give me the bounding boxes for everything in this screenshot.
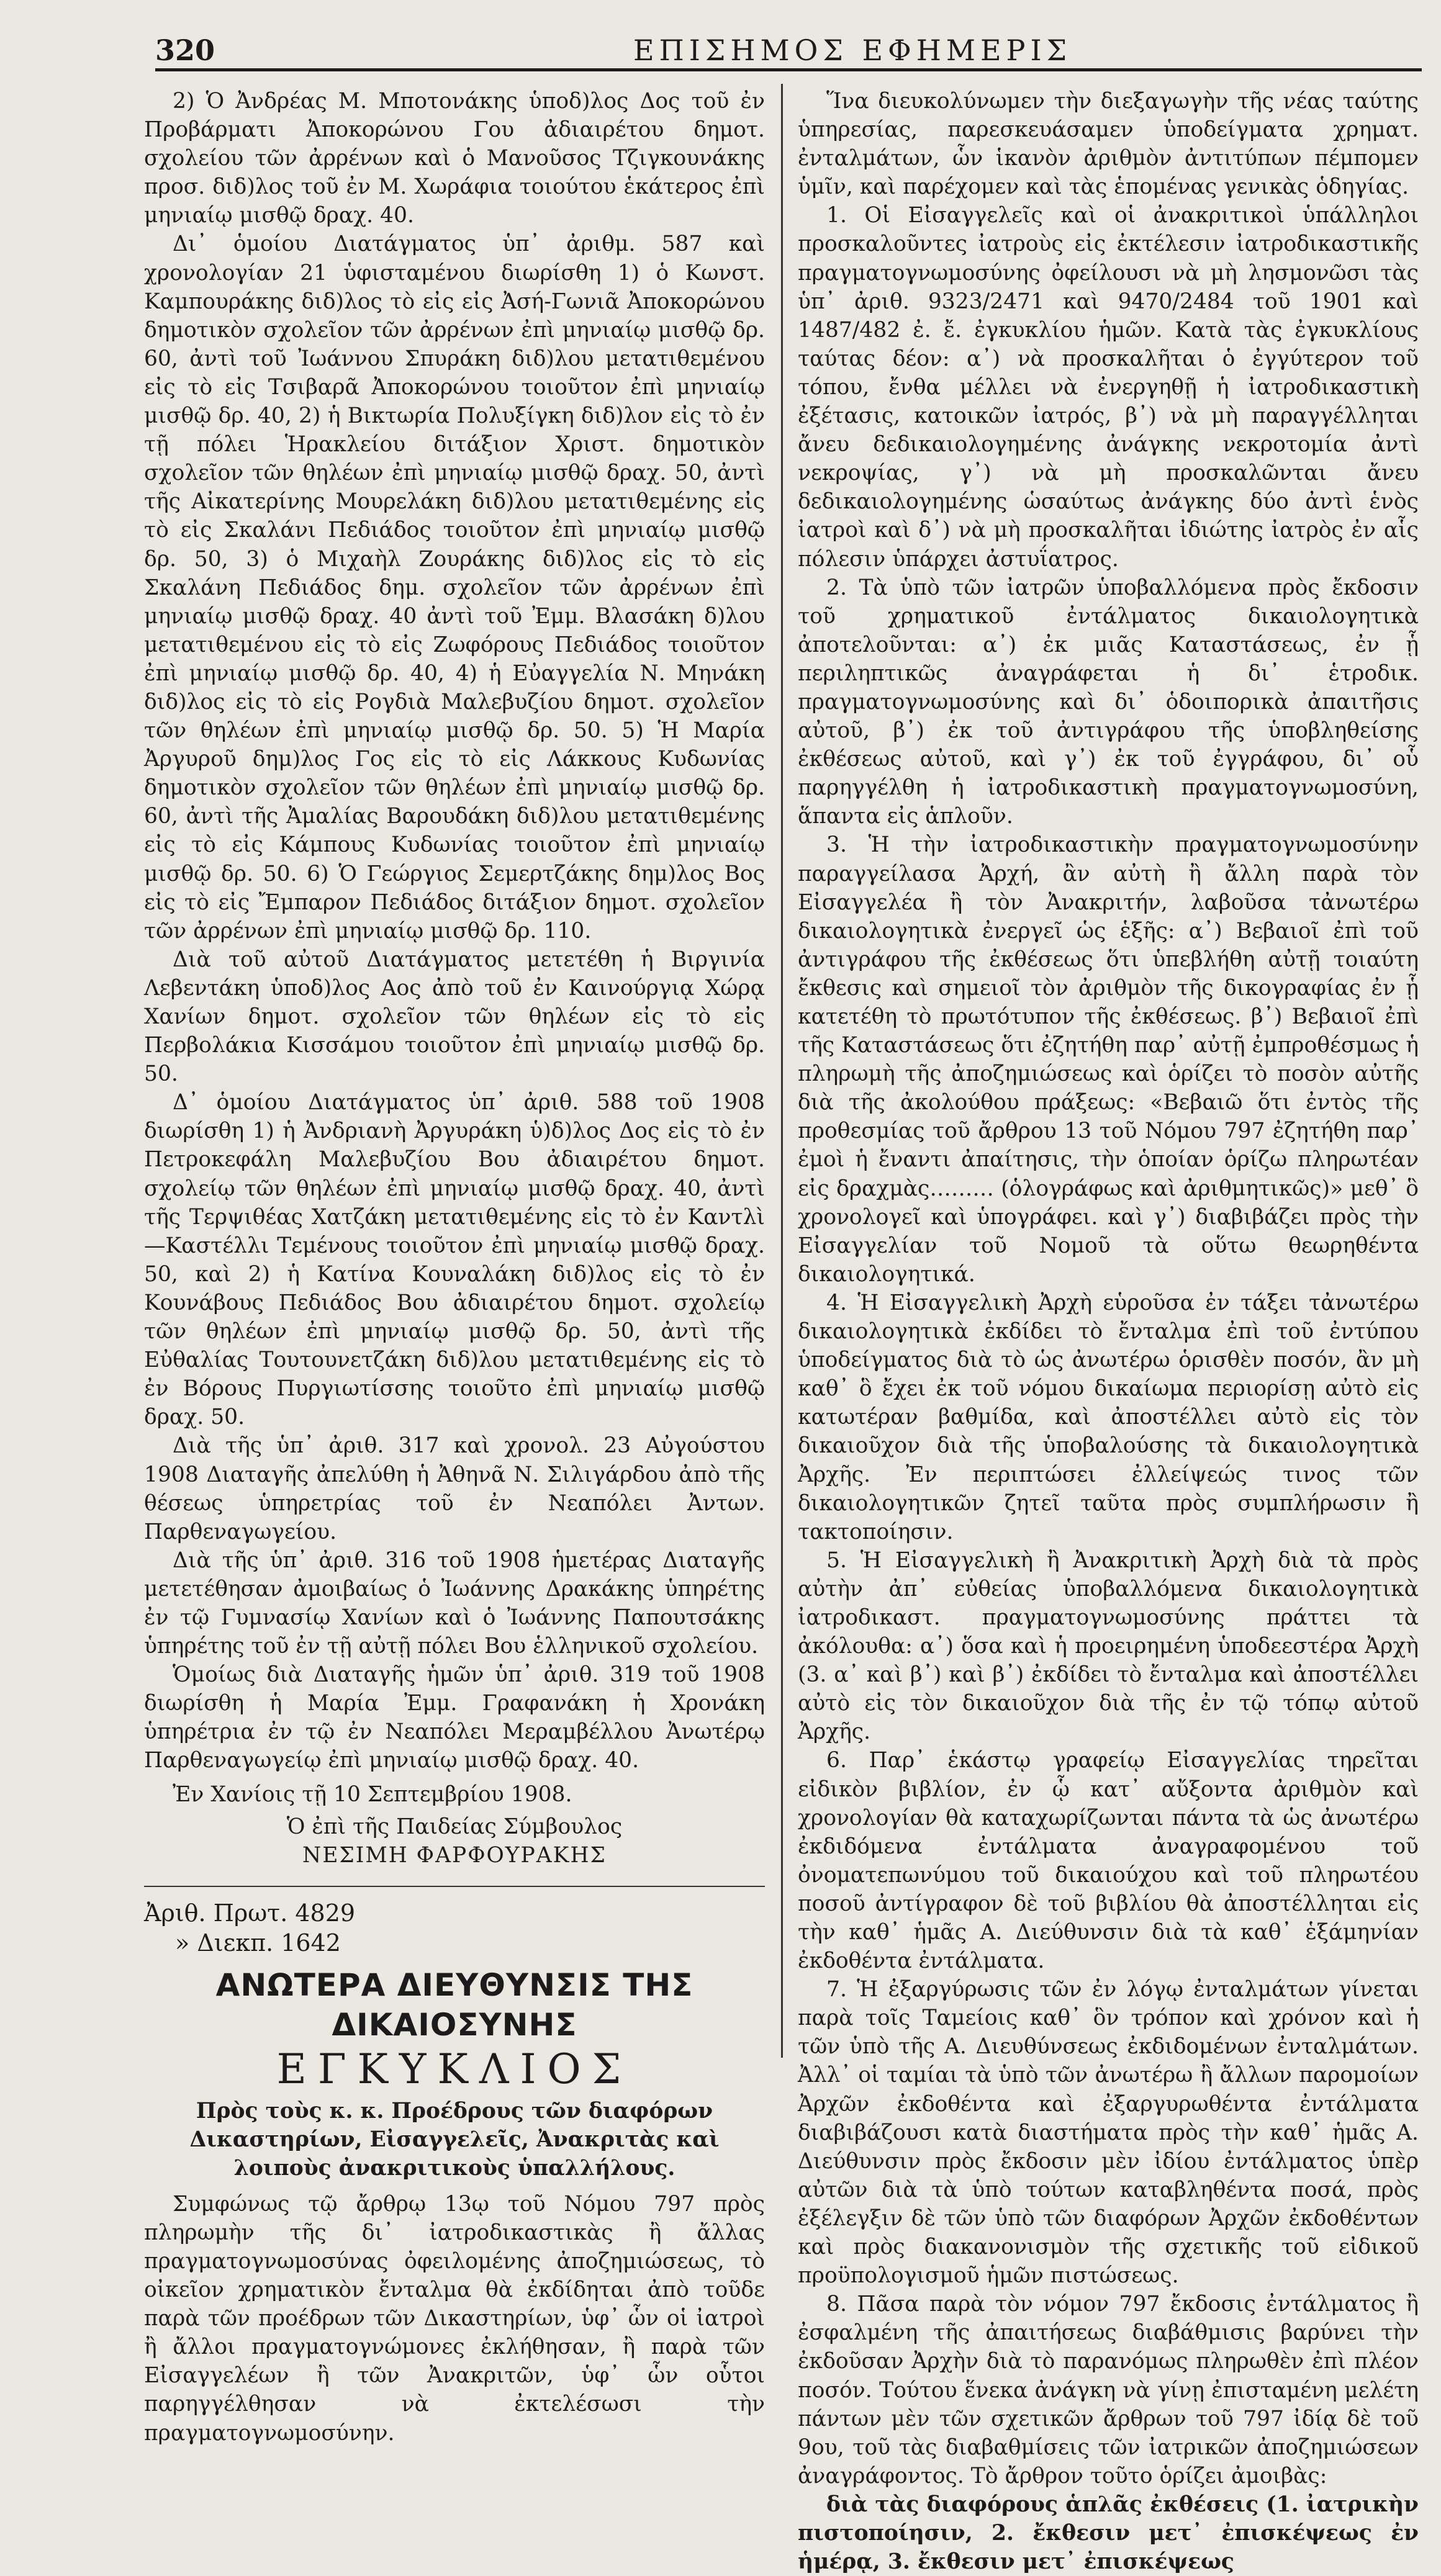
paragraph: 5. Ἡ Εἰσαγγελικὴ ἢ Ἀνακριτικὴ Ἀρχὴ διὰ τὰ πρὸς αὐτὴν ἀπ᾽ εὐθείας ὑποβαλλόμενα δικαιολογητικὰ ἰατροδικαστ. πραγματογνωμοσύνης πράττει τὰ ἀκόλουθα: α᾽) ὅσα καὶ ἡ προειρημένη ὑποδεεστέρα Ἀρχὴ (3. α᾽ καὶ β᾽) καὶ β᾽) ἐκδίδει τὸ ἔνταλμα καὶ ἀποστέλλει αὐτὸ εἰς τὸν δικαιοῦχον διὰ τῆς ἐν τῷ τόπῳ αὐτοῦ Ἀρχῆς. [798, 1547, 1419, 1745]
circular-intro: Συμφώνως τῷ ἄρθρῳ 13ῳ τοῦ Νόμου 797 πρὸς πληρωμὴν τῆς δι᾽ ἰατροδικαστικὰς ἢ ἄλλας πραγματογνωμοσύνας ὀφειλομένης ἀποζημιώσεως, τὸ οἰκεῖον χρηματικὸν ἔνταλμα θὰ ἐκδίδηται ἀπὸ τοῦδε παρὰ τῶν προέδρων τῶν Δικαστηρίων, ὑφ᾽ ὧν οἱ ἰατροὶ ἢ ἄλλοι πραγματογνώμονες ἐκλήθησαν, ἢ παρὰ τῶν Εἰσαγγελέων ἢ τῶν Ἀνακριτῶν, ὑφ᾽ ὧν οὗτοι παρηγγέλθησαν νὰ ἐκτελέσωσι τὴν πραγματογνωμοσύνην. [144, 2191, 765, 2446]
paragraph: Διὰ τοῦ αὐτοῦ Διατάγματος μετετέθη ἡ Βιργινία Λεβεντάκη ὑποδ)λος Αος ἀπὸ τοῦ ἐν Καινούργιᾳ Χώρᾳ Χανίων δημοτ. σχολεῖον τῶν θηλέων εἰς τὸ εἰς Περβολάκια Κισσάμου τοιοῦτον ἐπὶ μηνιαίῳ μισθῷ δρ. 50. [144, 947, 765, 1087]
last-line: διὰ τὰς διαφόρους ἁπλᾶς ἐκθέσεις (1. ἰατρικὴν πιστοποίησιν, 2. ἔκθεσιν μετ᾽ ἐπισκέψεως ἐν ἡμέρᾳ, 3. ἔκθεσιν μετ᾽ ἐπισκέψεως [798, 2492, 1419, 2575]
signature-role: Ὁ ἐπὶ τῆς Παιδείας Σύμβουλος [286, 1814, 623, 1839]
paragraph: 3. Ἡ τὴν ἰατροδικαστικὴν πραγματογνωμοσύνην παραγγείλασα Ἀρχή, ἂν αὐτὴ ἢ ἄλλη παρὰ τὸν Εἰσαγγελέα ἢ τὸν Ἀνακριτήν, λαβοῦσα τἀνωτέρω δικαιολογητικὰ ἐνεργεῖ ὡς ἑξῆς: α᾽) Βεβαιοῖ ἐπὶ τοῦ ἀντιγράφου τῆς ἐκθέσεως ὅτι ὑπεβλήθη αὐτῇ τοιαύτη ἔκθεσις καὶ σημειοῖ τὸν ἀριθμὸν τῆς δικογραφίας ἐν ᾗ κατετέθη τὸ πρωτότυπον τῆς ἐκθέσεως. β᾽) Βεβαιοῖ ἐπὶ τῆς Καταστάσεως ὅτι ἐζητήθη παρ᾽ αὐτῇ ἐμπροθέσμως ἡ πληρωμὴ τῆς ἀποζημιώσεως καὶ ὁρίζει τὸ ποσὸν αὐτῆς διὰ τῆς ἀκολούθου πράξεως: «Βεβαιῶ ὅτι ἐντὸς τῆς προθεσμίας τοῦ ἄρθρου 13 τοῦ Νόμου 797 ἐζητήθη παρ᾽ ἐμοὶ ἡ ἔναντι ἀπαίτησις, τὴν ὁποίαν ὁρίζω πληρωτέαν εἰς δραχμὰς……… (ὁλογράφως καὶ ἀριθμητικῶς)» μεθ᾽ ὃ χρονολογεῖ καὶ ὑπογράφει. καὶ γ᾽) διαβιβάζει πρὸς τὴν Εἰσαγγελίαν τοῦ Νομοῦ τὰ οὕτω θεωρηθέντα δικαιολογητικά. [798, 832, 1419, 1287]
paragraph: 1. Οἱ Εἰσαγγελεῖς καὶ οἱ ἀνακριτικοὶ ὑπάλληλοι προσκαλοῦντες ἰατροὺς εἰς ἐκτέλεσιν ἰατροδικαστικῆς πραγματογνωμοσύνης ὀφείλουσι νὰ μὴ λησμονῶσι τὰς ὑπ᾽ ἀριθ. 9323/2471 καὶ 9470/2484 τοῦ 1901 καὶ 1487/482 ἐ. ἔ. ἐγκυκλίου ἡμῶν. Κατὰ τὰς ἐγκυκλίους ταύτας δέον: α᾽) νὰ προσκαλῆται ὁ ἐγγύτερον τοῦ τόπου, ἔνθα μέλλει νὰ ἐνεργηθῇ ἡ ἰατροδικαστικὴ ἐξέτασις, κατοικῶν ἰατρός, β᾽) νὰ μὴ παραγγέλληται ἄνευ δεδικαιολογημένης ἀνάγκης νεκροτομία ἀντὶ νεκροψίας, γ᾽) νὰ μὴ προσκαλῶνται ἄνευ δεδικαιολογημένης ὡσαύτως ἀνάγκης δύο ἀντὶ ἑνὸς ἰατροὶ καὶ δ᾽) νὰ μὴ προσκαλῆται ἰδιώτης ἰατρὸς ἐν αἷς πόλεσιν ὑπάρχει ἀστυΐατρος. [798, 203, 1419, 572]
page-number: 320 [155, 34, 215, 67]
paragraph: Ἵνα διευκολύνωμεν τὴν διεξαγωγὴν τῆς νέας ταύτης ὑπηρεσίας, παρεσκευάσαμεν ὑποδείγματα χρηματ. ἐνταλμάτων, ὧν ἱκανὸν ἀριθμὸν ἀντιτύπων πέμπομεν ὑμῖν, καὶ παρέχομεν καὶ τὰς ἑπομένας γενικὰς ὁδηγίας. [798, 89, 1419, 200]
section-subheading: ΕΓΚΥΚΛΙΟΣ [276, 2045, 633, 2093]
protocol-sub-number: » Διεκπ. 1642 [175, 1929, 341, 1957]
paragraph: 8. Πᾶσα παρὰ τὸν νόμον 797 ἔκδοσις ἐντάλματος ἢ ἐσφαλμένη τῆς ἀπαιτήσεως διαβάθμισις βαρύνει τὴν ἐκδοῦσαν Ἀρχὴν διὰ τὸ παρανόμως πληρωθὲν ἐπὶ πλέον ποσόν. Τούτου ἕνεκα ἀνάγκη νὰ γίνῃ ἐπισταμένη μελέτη πάντων μὲν τῶν σχετικῶν ἄρθρων τοῦ 797 ἰδίᾳ δὲ τοῦ 9ου, τοῦ τὰς διαβαθμίσεις τῶν ἰατρικῶν ἀποζημιώσεων ἀναγράφοντος. Τὸ ἄρθρον τοῦτο ὁρίζει ἀμοιβὰς: [798, 2292, 1419, 2488]
paragraph: 2. Τὰ ὑπὸ τῶν ἰατρῶν ὑποβαλλόμενα πρὸς ἔκδοσιν τοῦ χρηματικοῦ ἐντάλματος δικαιολογητικὰ ἀποτελοῦνται: α᾽) ἐκ μιᾶς Καταστάσεως, ἐν ᾗ περιληπτικῶς ἀναγράφεται ἡ δι᾽ ἑτροδικ. πραγματογνωμοσύνης καὶ δι᾽ ὁδοιπορικὰ ἀπαιτῆσις αὐτοῦ, β᾽) ἐκ τοῦ ἀντιγράφου τῆς ὑποβληθείσης ἐκθέσεως αὐτοῦ, καὶ γ᾽) ἐκ τοῦ ἐγγράφου, δι᾽ οὗ παρηγγέλθη ἡ ἰατροδικαστικὴ πραγματογνωμοσύνη, ἅπαντα εἰς ἁπλοῦν. [798, 575, 1419, 829]
paragraph: Δι᾽ ὁμοίου Διατάγματος ὑπ᾽ ἀριθμ. 587 καὶ χρονολογίαν 21 ὑφισταμένου διωρίσθη 1) ὁ Κωνστ. Καμπουράκης διδ)λος τὸ εἰς εἰς Ἀσή-Γωνιᾶ Ἀποκορώνου δημοτικὸν σχολεῖον τῶν ἀρρένων ἐπὶ μηνιαίῳ μισθῷ δρ. 60, ἀντὶ τοῦ Ἰωάννου Σπυράκη διδ)λου μετατιθεμένου εἰς τὸ εἰς Τσιβαρᾶ Ἀποκορώνου τοιοῦτον ἐπὶ μηνιαίῳ μισθῷ δρ. 40, 2) ἡ Βικτωρία Πολυξίγκη διδ)λον εἰς τὸ ἐν τῇ πόλει Ἡρακλείου διτάξιον Χριστ. δημοτικὸν σχολεῖον τῶν θηλέων ἐπὶ μηνιαίῳ μισθῷ δραχ. 50, ἀντὶ τῆς Αἰκατερίνης Μουρελάκη διδ)λου μετατιθεμένης εἰς τὸ εἰς Σκαλάνι Πεδιάδος τοιοῦτον ἐπὶ μηνιαίῳ μισθῷ δρ. 50, 3) ὁ Μιχαὴλ Ζουράκης διδ)λος εἰς τὸ εἰς Σκαλάνη Πεδιάδος δημ. σχολεῖον τῶν ἀρρένων ἐπὶ μηνιαίῳ μισθῷ δραχ. 40 ἀντὶ τοῦ Ἐμμ. Βλασάκη δ)λου μετατιθεμένου εἰς τὸ εἰς Ζωφόρους Πεδιάδος τοιοῦτον ἐπὶ μηνιαίῳ μισθῷ δρ. 40, 4) ἡ Εὐαγγελία Ν. Μηνάκη διδ)λος εἰς τὸ εἰς Ρογδιὰ Μαλεβυζίου δημοτ. σχολεῖον τῶν θηλέων ἐπὶ μηνιαίῳ μισθῷ δρ. 50. 5) Ἡ Μαρία Ἀργυροῦ δημ)λος Γος εἰς τὸ εἰς Λάκκους Κυδωνίας δημοτικὸν σχολεῖον τῶν θηλέων ἐπὶ μηνιαίῳ μισθῷ δρ. 60, ἀντὶ τῆς Ἀμαλίας Βαρουδάκη διδ)λου μετατιθεμένης εἰς τὸ εἰς Κάμπους Κυδωνίας τοιοῦτον ἐπὶ μηνιαίῳ μισθῷ δρ. 50. 6) Ὁ Γεώργιος Σεμερτζάκης δημ)λος Βος εἰς τὸ εἰς Ἔμπαρον Πεδιάδος διτάξιον δημοτ. σχολεῖον τῶν ἀρρένων ἐπὶ μηνιαίῳ μισθῷ δρ. 110. [144, 232, 765, 943]
paragraph: 2) Ὁ Ἀνδρέας Μ. Μποτονάκης ὑποδ)λος Δος τοῦ ἐν Προβάρματι Ἀποκορώνου Γου ἀδιαιρέτου δημοτ. σχολείου τῶν ἀρρένων καὶ ὁ Μανοῦσος Τζιγκουνάκης προσ. διδ)λος τοῦ ἐν Μ. Χωράφια τοιούτου ἑκάτερος ἐπὶ μηνιαίῳ μισθῷ δραχ. 40. [144, 89, 765, 228]
addressee: Πρὸς τοὺς κ. κ. Προέδρους τῶν διαφόρων Δικαστηρίων, Εἰσαγγελεῖς, Ἀνακριτὰς καὶ λοιποὺς ἀνακριτικοὺς ὑπαλλήλους. [189, 2098, 720, 2181]
paragraph: Δ᾽ ὁμοίου Διατάγματος ὑπ᾽ ἀριθ. 588 τοῦ 1908 διωρίσθη 1) ἡ Ἀνδριανὴ Ἀργυράκη ὑ)δ)λος Δος εἰς τὸ ἐν Πετροκεφάλη Μαλεβυζίου Βου ἀδιαιρέτου δημοτ. σχολείῳ τῶν θηλέων ἐπὶ μηνιαίῳ μισθῷ δραχ. 40, ἀντὶ τῆς Τερψιθέας Χατζάκη μετατιθεμένης εἰς τὸ ἐν Καντλὶ—Καστέλλι Τεμένους τοιοῦτον ἐπὶ μηνιαίῳ μισθῷ δραχ. 50, καὶ 2) ἡ Κατίνα Κουναλάκη διδ)λος εἰς τὸ ἐν Κουνάβους Πεδιάδος Βου ἀδιαιρέτου δημοτ. σχολείῳ τῶν θηλέων ἐπὶ μηνιαίῳ μισθῷ δρ. 50, ἀντὶ τῆς Εὐθαλίας Τουτουνετζάκη διδ)λου μετατιθεμένης εἰς τὸ ἐν Βόρους Πυργιωτίσσης τοιοῦτο ἐπὶ μηνιαίῳ μισθῷ δραχ. 50. [144, 1090, 765, 1430]
paragraph: 6. Παρ᾽ ἑκάστῳ γραφείῳ Εἰσαγγελίας τηρεῖται εἰδικὸν βιβλίον, ἐν ᾧ κατ᾽ αὔξοντα ἀριθμὸν καὶ χρονολογίαν θὰ καταχωρίζωνται πάντα τὰ ὡς ἀνωτέρω ἐκδιδόμενα ἐντάλματα ἀναγραφομένου τοῦ ὀνοματεπωνύμου τοῦ δικαιούχου καὶ τοῦ πληρωτέου ποσοῦ ἀντίγραφον δὲ τοῦ βιβλίου θὰ ἀποστέλληται εἰς τὴν καθ᾽ ἡμᾶς Α. Διεύθυνσιν διὰ τὰ καθ᾽ ἑξάμηνίαν ἐκδοθέντα ἐντάλματα. [798, 1748, 1419, 1974]
date-line: Ἐν Χανίοις τῇ 10 Σεπτεμβρίου 1908. [173, 1781, 572, 1807]
signature-name: ΝΕΣΙΜΗ ΦΑΡΦΟΥΡΑΚΗΣ [302, 1842, 607, 1868]
page-header [155, 30, 1422, 71]
left-column [144, 87, 765, 2448]
column-divider [781, 84, 783, 2058]
gazette-title: ΕΠΙΣΗΜΟΣ ΕΦΗΜΕΡΙΣ [633, 34, 1072, 67]
section-heading: ΑΝΩΤΕΡΑ ΔΙΕΥΘΥΝΣΙΣ ΤΗΣ ΔΙΚΑΙΟΣΥΝΗΣ [215, 1966, 693, 2043]
section-divider [144, 1886, 765, 1887]
paragraph: 7. Ἡ ἐξαργύρωσις τῶν ἐν λόγῳ ἐνταλμάτων γίνεται παρὰ τοῖς Ταμείοις καθ᾽ ὃν τρόπον καὶ χρόνον καὶ ἡ τῶν ὑπὸ τῆς Α. Διευθύνσεως ἐκδιδομένων ἐνταλμάτων. Ἀλλ᾽ οἱ ταμίαι τὰ ὑπὸ τῶν ἀνωτέρω ἢ ἄλλων παρομοίων Ἀρχῶν ἐκδοθέντα καὶ ἐξαργυρωθέντα ἐντάλματα διαβιβάζουσι κατὰ διαστήματα πρὸς τὴν καθ᾽ ἡμᾶς Α. Διεύθυνσιν πρὸς ἔκδοσιν μὲν ἰδίου ἐντάλματος ὑπὲρ αὐτῶν διὰ τὰ ὑπὸ τούτων καταβληθέντα ποσά, πρὸς ἐξέλεγξιν δὲ τῶν ὑπὸ τῶν διαφόρων Ἀρχῶν ἐκδοθέντων καὶ πρὸς διακανονισμὸν τῆς σχετικῆς τοῦ εἰδικοῦ προϋπολογισμοῦ ἡμῶν πιστώσεως. [798, 1977, 1419, 2289]
paragraph: Διὰ τῆς ὑπ᾽ ἀριθ. 317 καὶ χρονολ. 23 Αὐγούστου 1908 Διαταγῆς ἀπελύθη ἡ Ἀθηνᾶ Ν. Σιλιγάρδου ἀπὸ τῆς θέσεως ὑπηρετρίας τοῦ ἐν Νεαπόλει Ἀντων. Παρθεναγωγείου. [144, 1433, 765, 1544]
paragraph: 4. Ἡ Εἰσαγγελικὴ Ἀρχὴ εὑροῦσα ἐν τάξει τἀνωτέρω δικαιολογητικὰ ἐκδίδει τὸ ἔνταλμα ἐπὶ τοῦ ἐντύπου ὑποδείγματος διὰ τὸ ὡς ἀνωτέρω ὁρισθὲν ποσόν, ἂν μὴ καθ᾽ ὃ ἔχει ἐκ τοῦ νόμου δικαίωμα περιορίσῃ αὐτὸ εἰς κατωτέραν βαθμίδα, καὶ ἀποστέλλει αὐτὸ εἰς τὸν δικαιοῦχον διὰ τῆς ὑποβαλούσης τὰ δικαιολογητικὰ Ἀρχῆς. Ἐν περιπτώσει ἐλλείψεώς τινος τῶν δικαιολογητικῶν ζητεῖ ταῦτα πρὸς συμπλήρωσιν ἢ τακτοποίησιν. [798, 1290, 1419, 1544]
paragraph: Ὁμοίως διὰ Διαταγῆς ἡμῶν ὑπ᾽ ἀριθ. 319 τοῦ 1908 διωρίσθη ἡ Μαρία Ἐμμ. Γραφανάκη ἡ Χρονάκη ὑπηρέτρια ἐν τῷ ἐν Νεαπόλει Μεραμβέλλου Ἀνωτέρῳ Παρθεναγωγείῳ ἐπὶ μηνιαίῳ μισθῷ δραχ. 40. [144, 1662, 765, 1773]
right-column [798, 87, 1419, 2576]
protocol-number: Ἀριθ. Πρωτ. 4829 [144, 1899, 356, 1927]
paragraph: Διὰ τῆς ὑπ᾽ ἀριθ. 316 τοῦ 1908 ἡμετέρας Διαταγῆς μετετέθησαν ἀμοιβαίως ὁ Ἰωάννης Δρακάκης ὑπηρέτης ἐν τῷ Γυμνασίῳ Χανίων καὶ ὁ Ἰωάννης Παπουτσάκης ὑπηρέτης τοῦ ἐν τῇ αὐτῇ πόλει Βου ἑλληνικοῦ σχολείου. [144, 1547, 765, 1659]
